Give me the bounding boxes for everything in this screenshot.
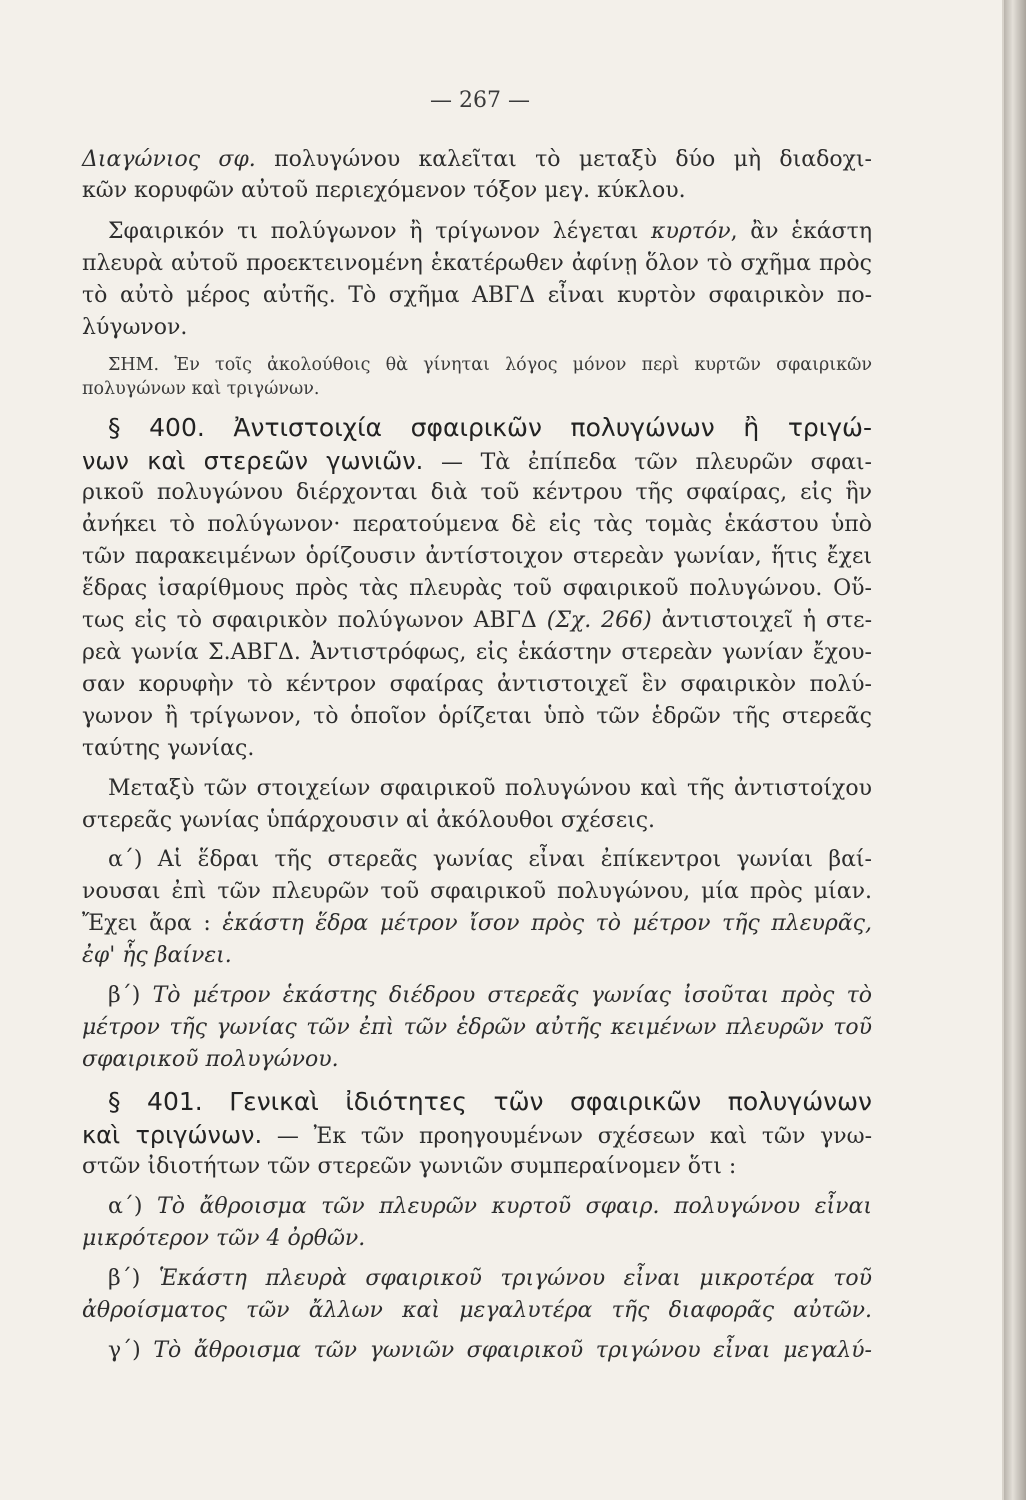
term-italic: κυρτόν [651,219,731,244]
text-italic: Τὸ μέτρον ἑκάστης διέδρου στερεᾶς γωνίας ἰσοῦται πρὸς τὸ [152,983,873,1008]
text-line: τῶν παρακειμένων ὁρίζουσιν ἀντίστοιχον στερεὰν γωνίαν, ἥτις ἔχει [82,544,872,569]
page-number: — 267 — [430,88,530,113]
text-line [108,981,872,1011]
text-line [82,145,872,175]
text-line: μικρότερον τῶν 4 ὀρθῶν. [82,1226,366,1251]
text-span: α΄) [108,1194,158,1219]
section-heading-401-cont: καὶ τριγώνων. [82,1121,263,1149]
text-line: α΄) Αἱ ἕδραι τῆς στερεᾶς γωνίας εἶναι ἐπίκεντροι γωνίαι βαί- [108,847,872,872]
text-line: κῶν κορυφῶν αὐτοῦ περιεχόμενον τόξον μεγ. κύκλου. [82,178,686,203]
term-italic: Διαγώνιος σφ. [82,147,256,172]
text-line: ἀνήκει τὸ πολύγωνον· περατούμενα δὲ εἰς τὰς τομὰς ἑκάστου ὑπὸ [82,512,872,537]
section-heading-400-cont: νων καὶ στερεῶν γωνιῶν. [82,447,424,475]
text-line [82,1120,872,1152]
text-line [108,1336,872,1366]
text-span: Σφαιρικόν τι πολύγωνον ἢ τρίγωνον λέγεται [108,219,652,244]
text-span: , ἂν ἑκάστη [730,219,872,244]
text-line [82,606,872,636]
text-line: ἐφ' ἧς βαίνει. [82,943,232,968]
section-heading-401: § 401. Γενικαὶ ἰδιότητες τῶν σφαιρικῶν πολυγώνων [108,1087,872,1116]
text-italic: Ἑκάστη πλευρὰ σφαιρικοῦ τριγώνου εἶναι μικροτέρα τοῦ [158,1266,873,1291]
text-line: γωνον ἢ τρίγωνον, τὸ ὁποῖον ὁρίζεται ὑπὸ τῶν ἑδρῶν τῆς στερεᾶς [82,704,872,729]
text-line: Μεταξὺ τῶν στοιχείων σφαιρικοῦ πολυγώνου καὶ τῆς ἀντιστοίχου [108,776,872,801]
text-line: νουσαι ἐπὶ τῶν πλευρῶν τοῦ σφαιρικοῦ πολυγώνου, μία πρὸς μίαν. [82,879,872,904]
note-line: πολυγώνων καὶ τριγώνων. [82,379,320,399]
text-italic: Τὸ ἄθροισμα τῶν γωνιῶν σφαιρικοῦ τριγώνου εἶναι μεγαλύ- [153,1338,872,1363]
text-span: β΄) [108,983,153,1008]
section-heading-400: § 400. Ἀντιστοιχία σφαιρικῶν πολυγώνων ἢ τριγώ- [108,413,872,442]
text-span: — Ἐκ τῶν προηγουμένων σχέσεων καὶ τῶν γνω- [262,1124,873,1149]
page-edge [1004,0,1026,1500]
note-line: ΣΗΜ. Ἐν τοῖς ἀκολούθοις θὰ γίνηται λόγος μόνον περὶ κυρτῶν σφαιρικῶν [108,355,872,375]
text-line [82,909,872,939]
text-span: τως εἰς τὸ σφαιρικὸν πολύγωνον ΑΒΓΔ [82,608,547,633]
text-line: στερεᾶς γωνίας ὑπάρχουσιν αἱ ἀκόλουθοι σχέσεις. [82,808,656,833]
text-span: πολυγώνου καλεῖται τὸ μεταξὺ δύο μὴ διαδοχι- [255,147,872,172]
text-line: τὸ αὐτὸ μέρος αὐτῆς. Τὸ σχῆμα ΑΒΓΔ εἶναι κυρτὸν σφαιρικὸν πο- [82,283,872,308]
text-line: πλευρὰ αὐτοῦ προεκτεινομένη ἑκατέρωθεν ἀφίνῃ ὅλον τὸ σχῆμα πρὸς [82,251,872,276]
text-line [108,1264,872,1294]
text-line [108,217,872,247]
text-line: μέτρον τῆς γωνίας τῶν ἐπὶ τῶν ἑδρῶν αὐτῆς κειμένων πλευρῶν τοῦ [82,1015,872,1040]
text-span: — Τὰ ἐπίπεδα τῶν πλευρῶν σφαι- [423,450,872,475]
text-line: ρικοῦ πολυγώνου διέρχονται διὰ τοῦ κέντρου τῆς σφαίρας, εἰς ἣν [82,480,872,505]
text-span: γ΄) [108,1338,154,1363]
text-italic: ἑκάστη ἕδρα μέτρον ἴσον πρὸς τὸ μέτρον τῆς πλευρᾶς, [222,911,872,936]
text-line: σαν κορυφὴν τὸ κέντρον σφαίρας ἀντιστοιχεῖ ἓν σφαιρικὸν πολύ- [82,672,872,697]
text-line: ρεὰ γωνία Σ.ΑΒΓΔ. Ἀντιστρόφως, εἰς ἑκάστην στερεὰν γωνίαν ἔχου- [82,640,872,665]
text-line: ἕδρας ἰσαρίθμους πρὸς τὰς πλευρὰς τοῦ σφαιρικοῦ πολυγώνου. Οὕ- [82,576,872,601]
text-line: λύγωνον. [82,315,188,340]
figure-ref: (Σχ. 266) [546,608,652,633]
text-italic: Τὸ ἄθροισμα τῶν πλευρῶν κυρτοῦ σφαιρ. πολυγώνου εἶναι [157,1194,873,1219]
text-line: σφαιρικοῦ πολυγώνου. [82,1047,339,1072]
text-span: Ἔχει ἄρα : [82,911,223,936]
text-span: β΄) [108,1266,159,1291]
text-line: ἀθροίσματος τῶν ἄλλων καὶ μεγαλυτέρα τῆς διαφορᾶς αὐτῶν. [82,1298,872,1323]
text-line: ταύτης γωνίας. [82,736,255,761]
text-span: ἀντιστοιχεῖ ἡ στε- [651,608,873,633]
text-line [82,446,872,478]
text-line: στῶν ἰδιοτήτων τῶν στερεῶν γωνιῶν συμπεραίνομεν ὅτι : [82,1154,737,1179]
text-line [108,1192,872,1222]
